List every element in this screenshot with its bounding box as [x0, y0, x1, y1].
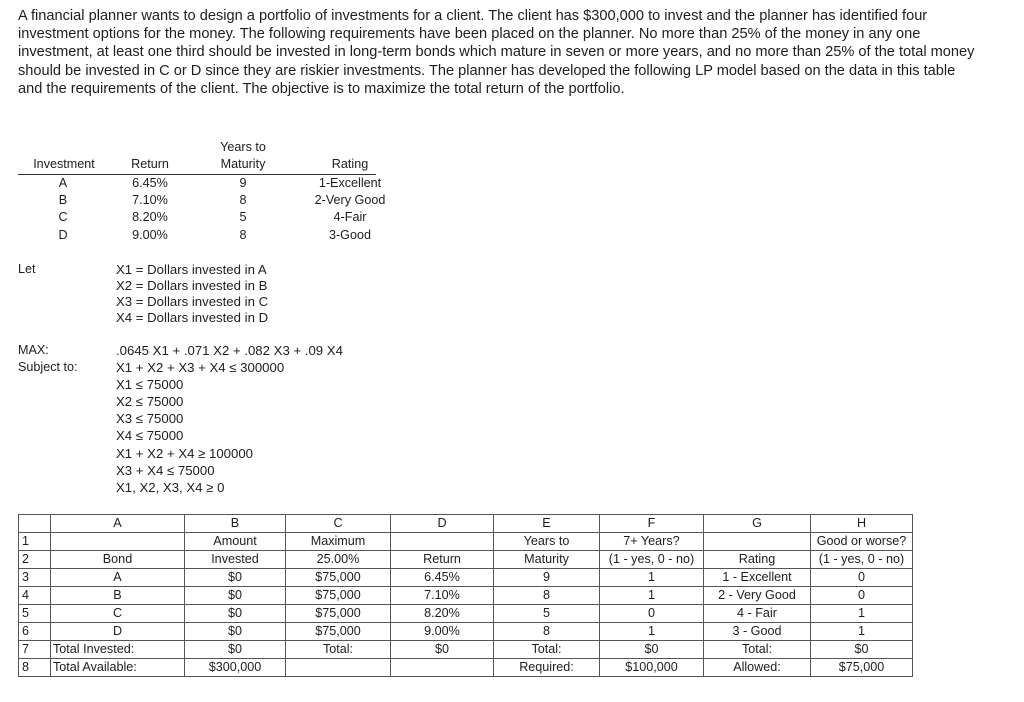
cell-F8: $100,000 [600, 659, 704, 677]
cell-F5: 0 [600, 605, 704, 623]
cell-G5: 4 - Fair [704, 605, 811, 623]
cell-G4: 2 - Very Good [704, 587, 811, 605]
column-letter: A [51, 515, 185, 533]
cell-A7: Total Invested: [51, 641, 185, 659]
constraint: X1 ≤ 75000 [116, 377, 184, 392]
sheet-row [19, 605, 913, 623]
cell-H6: 1 [811, 623, 913, 641]
column-header-row [19, 515, 913, 533]
cell-D3: 6.45% [391, 569, 494, 587]
cell-B2: Invested [185, 551, 286, 569]
cell-G1 [704, 533, 811, 551]
cell-A3: A [51, 569, 185, 587]
cell-D2: Return [391, 551, 494, 569]
column-letter: E [494, 515, 600, 533]
table-row-c-rating: 4-Fair [333, 210, 367, 224]
row-number: 2 [19, 551, 51, 569]
table-row-a-years: 9 [239, 176, 247, 190]
sheet-row [19, 551, 913, 569]
cell-A8: Total Available: [51, 659, 185, 677]
table-row-c-return: 8.20% [132, 210, 168, 224]
column-letter: B [185, 515, 286, 533]
cell-H1: Good or worse? [811, 533, 913, 551]
cell-C2: 25.00% [286, 551, 391, 569]
constraint: X3 ≤ 75000 [116, 411, 184, 426]
row-number: 3 [19, 569, 51, 587]
header-investment: Investment [33, 157, 95, 171]
spreadsheet [18, 514, 913, 677]
cell-C4: $75,000 [286, 587, 391, 605]
cell-A1 [51, 533, 185, 551]
cell-H7: $0 [811, 641, 913, 659]
cell-A4: B [51, 587, 185, 605]
cell-E1: Years to [494, 533, 600, 551]
max-label: MAX: [18, 343, 49, 357]
variable-definition: X3 = Dollars invested in C [116, 294, 269, 309]
cell-D8 [391, 659, 494, 677]
cell-G8: Allowed: [704, 659, 811, 677]
constraint: X1 + X2 + X4 ≥ 100000 [116, 446, 254, 461]
table-row-a-rating: 1-Excellent [318, 176, 382, 190]
cell-G3: 1 - Excellent [704, 569, 811, 587]
column-letter: H [811, 515, 913, 533]
cell-C1: Maximum [286, 533, 391, 551]
cell-A2: Bond [51, 551, 185, 569]
cell-H8: $75,000 [811, 659, 913, 677]
sheet-row [19, 569, 913, 587]
cell-D6: 9.00% [391, 623, 494, 641]
column-letter: C [286, 515, 391, 533]
row-number: 6 [19, 623, 51, 641]
variable-definition: X1 = Dollars invested in A [116, 262, 267, 277]
constraint: X4 ≤ 75000 [116, 428, 184, 443]
cell-G2: Rating [704, 551, 811, 569]
variable-definition: X4 = Dollars invested in D [116, 310, 269, 325]
cell-C6: $75,000 [286, 623, 391, 641]
cell-E8: Required: [494, 659, 600, 677]
cell-C7: Total: [286, 641, 391, 659]
header-years-line1: Years to [220, 140, 266, 154]
objective-function: .0645 X1 + .071 X2 + .082 X3 + .09 X4 [116, 343, 343, 358]
sheet-row [19, 623, 913, 641]
constraint: X1, X2, X3, X4 ≥ 0 [116, 480, 225, 495]
cell-H4: 0 [811, 587, 913, 605]
table-row-b-return: 7.10% [132, 193, 168, 207]
column-letter: D [391, 515, 494, 533]
row-number: 5 [19, 605, 51, 623]
sheet-row [19, 533, 913, 551]
cell-E3: 9 [494, 569, 600, 587]
cell-C3: $75,000 [286, 569, 391, 587]
row-number: 4 [19, 587, 51, 605]
cell-B1: Amount [185, 533, 286, 551]
table-row-b-rating: 2-Very Good [314, 193, 386, 207]
cell-B6: $0 [185, 623, 286, 641]
cell-E5: 5 [494, 605, 600, 623]
row-number: 1 [19, 533, 51, 551]
table-row-d-years: 8 [239, 228, 247, 242]
cell-D1 [391, 533, 494, 551]
cell-A5: C [51, 605, 185, 623]
cell-D7: $0 [391, 641, 494, 659]
cell-E7: Total: [494, 641, 600, 659]
table-row-d-investment: D [58, 228, 68, 242]
let-label: Let [18, 262, 36, 276]
constraint: X1 + X2 + X3 + X4 ≤ 300000 [116, 360, 285, 375]
cell-E2: Maturity [494, 551, 600, 569]
header-rating: Rating [331, 157, 369, 171]
table-row-d-return: 9.00% [132, 228, 168, 242]
cell-F7: $0 [600, 641, 704, 659]
cell-B3: $0 [185, 569, 286, 587]
header-years-line2: Maturity [220, 157, 266, 171]
column-letter: F [600, 515, 704, 533]
cell-C5: $75,000 [286, 605, 391, 623]
table-header-rule [18, 174, 376, 175]
cell-G6: 3 - Good [704, 623, 811, 641]
cell-E4: 8 [494, 587, 600, 605]
cell-B5: $0 [185, 605, 286, 623]
table-row-b-investment: B [58, 193, 68, 207]
subject-to-label: Subject to: [18, 360, 78, 374]
variable-definition: X2 = Dollars invested in B [116, 278, 268, 293]
cell-D5: 8.20% [391, 605, 494, 623]
cell-G7: Total: [704, 641, 811, 659]
sheet-row [19, 659, 913, 677]
cell-B4: $0 [185, 587, 286, 605]
table-row-b-years: 8 [239, 193, 247, 207]
cell-F1: 7+ Years? [600, 533, 704, 551]
cell-F6: 1 [600, 623, 704, 641]
cell-H2: (1 - yes, 0 - no) [811, 551, 913, 569]
cell-A6: D [51, 623, 185, 641]
cell-F4: 1 [600, 587, 704, 605]
header-return: Return [131, 157, 169, 171]
constraint: X2 ≤ 75000 [116, 394, 184, 409]
table-row-d-rating: 3-Good [328, 228, 371, 242]
sheet-row [19, 641, 913, 659]
cell-D4: 7.10% [391, 587, 494, 605]
table-row-a-return: 6.45% [132, 176, 168, 190]
cell-H5: 1 [811, 605, 913, 623]
cell-B7: $0 [185, 641, 286, 659]
cell-E6: 8 [494, 623, 600, 641]
row-number: 7 [19, 641, 51, 659]
row-number: 8 [19, 659, 51, 677]
constraint: X3 + X4 ≤ 75000 [116, 463, 215, 478]
cell-C8 [286, 659, 391, 677]
sheet-row [19, 587, 913, 605]
cell-F3: 1 [600, 569, 704, 587]
problem-statement: A financial planner wants to design a portfolio of investments for a client. The client has $300,000 to invest and the planner has identified four investment options for the money. The following requirements have been placed on the planner. No more than 25% of the money in any one investment, at least one third should be invested in long-term bonds which mature in seven or more years, and no more than 25% of the total money should be invested in C or D since they are riskier investments. The planner has developed the following LP model based on the data in this table and the requirements of the client. The objective is to maximize the total return of the portfolio. [18, 8, 975, 97]
corner-cell [19, 515, 51, 533]
cell-F2: (1 - yes, 0 - no) [600, 551, 704, 569]
table-row-c-years: 5 [239, 210, 247, 224]
column-letter: G [704, 515, 811, 533]
table-row-a-investment: A [58, 176, 68, 190]
cell-B8: $300,000 [185, 659, 286, 677]
table-row-c-investment: C [58, 210, 68, 224]
cell-H3: 0 [811, 569, 913, 587]
